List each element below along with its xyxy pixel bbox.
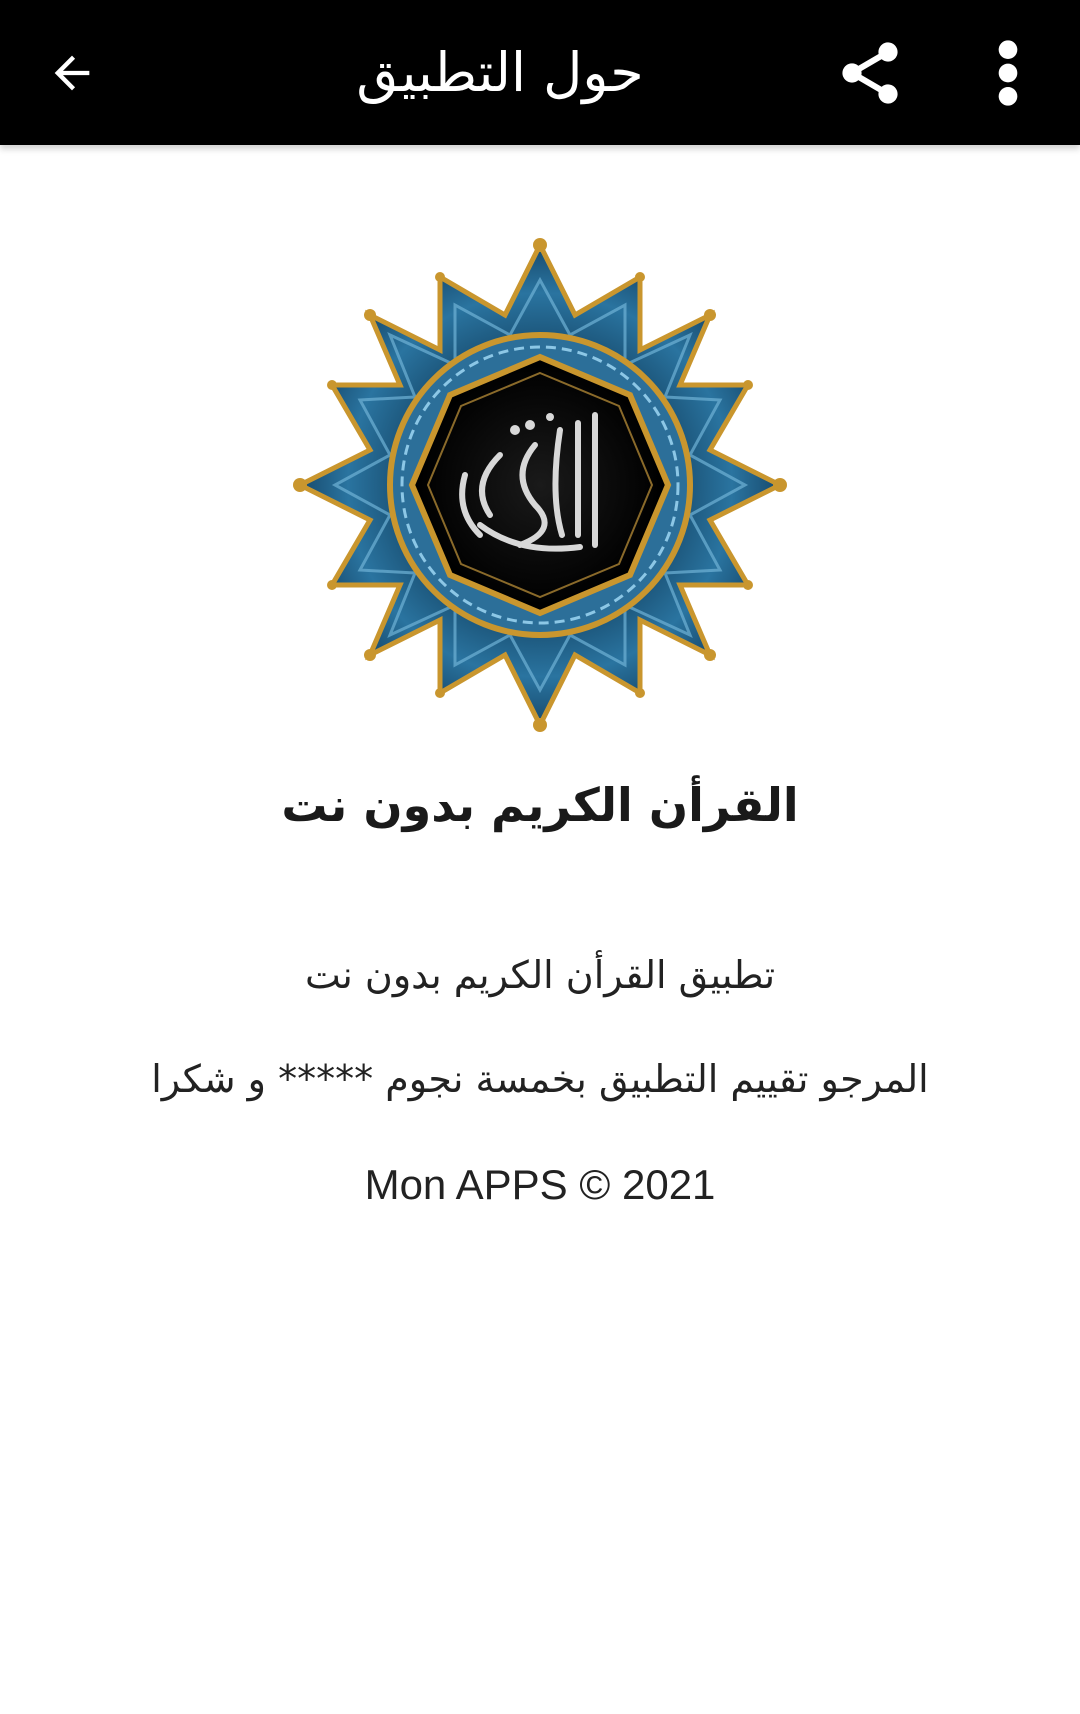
share-button[interactable] bbox=[822, 31, 918, 115]
share-icon bbox=[834, 37, 906, 109]
rating-request-text: المرجو تقييم التطبيق بخمسة نجوم ***** و شكرا bbox=[151, 1057, 929, 1101]
toolbar-title: حول التطبيق bbox=[356, 41, 644, 104]
about-content bbox=[0, 145, 1080, 1714]
app-description: تطبيق القرأن الكريم بدون نت bbox=[304, 953, 776, 997]
arrow-back-icon bbox=[46, 47, 98, 99]
app-toolbar bbox=[0, 0, 1080, 145]
app-name-title: القرأن الكريم بدون نت bbox=[281, 778, 799, 832]
copyright-text: Mon APPS © 2021 bbox=[364, 1161, 716, 1208]
more-vert-icon bbox=[993, 38, 1023, 108]
overflow-menu-button[interactable] bbox=[966, 31, 1050, 115]
quran-emblem-icon bbox=[280, 225, 800, 745]
back-button[interactable] bbox=[30, 33, 114, 113]
